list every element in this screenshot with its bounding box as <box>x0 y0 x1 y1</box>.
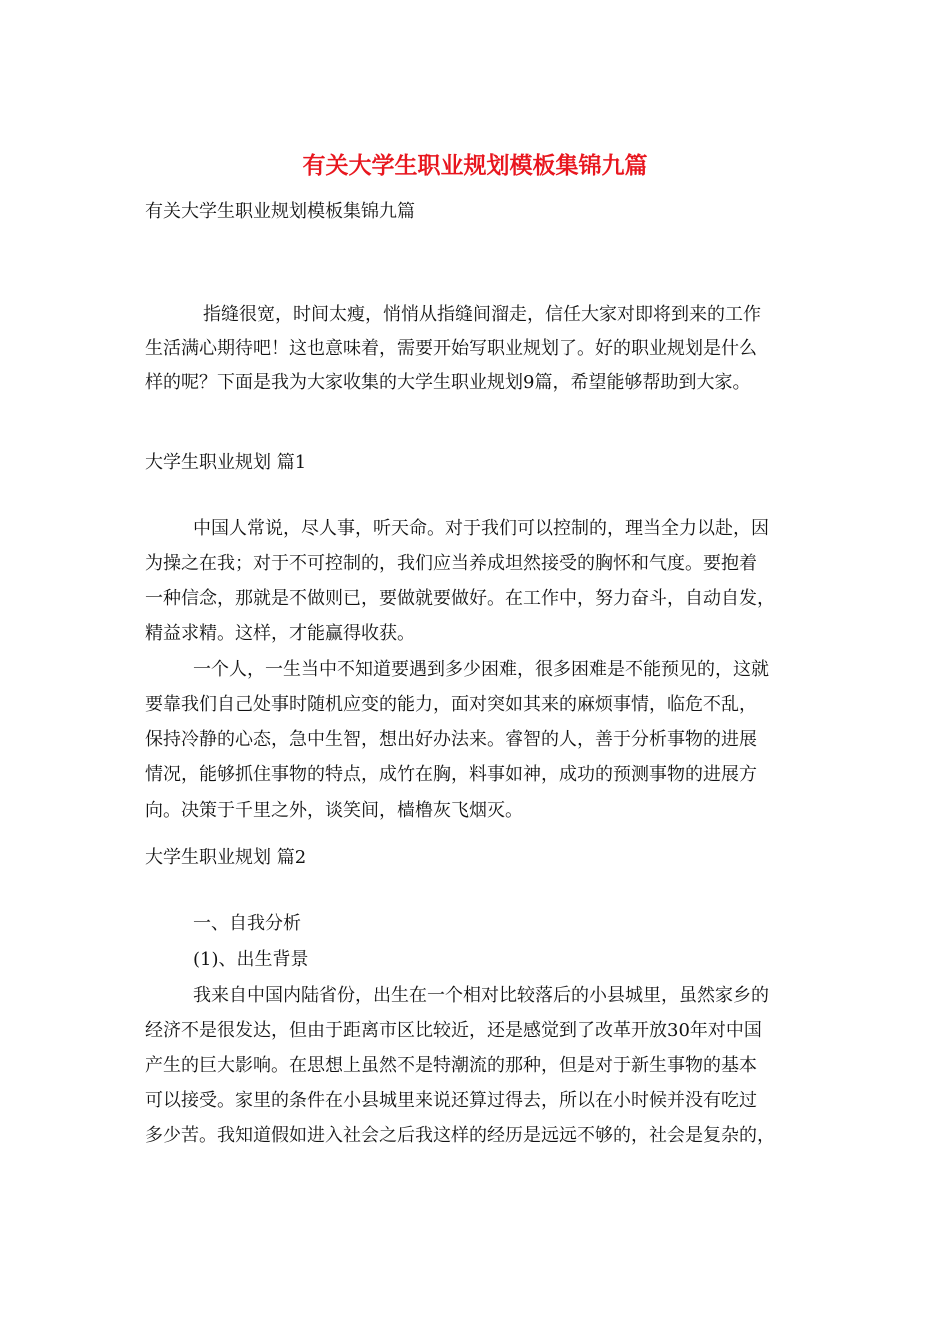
paragraph-line: 产生的巨大影响。在思想上虽然不是特潮流的那种，但是对于新生事物的基本 <box>145 1055 757 1076</box>
paragraph-line: 一个人，一生当中不知道要遇到多少困难，很多困难是不能预见的，这就 <box>193 659 769 680</box>
paragraph-line: 多少苦。我知道假如进入社会之后我这样的经历是远远不够的，社会是复杂的， <box>145 1125 775 1146</box>
paragraph-line: 一种信念，那就是不做则已，要做就要做好。在工作中，努力奋斗，自动自发， <box>145 588 775 609</box>
paragraph-line: 情况，能够抓住事物的特点，成竹在胸，料事如神，成功的预测事物的进展方 <box>145 764 757 785</box>
document-title: 有关大学生职业规划模板集锦九篇 <box>302 153 648 179</box>
intro-line: 生活满心期待吧！这也意味着，需要开始写职业规划了。好的职业规划是什么 <box>145 338 757 359</box>
intro-line: 指缝很宽，时间太瘦，悄悄从指缝间溜走，信任大家对即将到来的工作 <box>203 304 761 325</box>
paragraph-line: 精益求精。这样，才能赢得收获。 <box>145 623 415 644</box>
subheading: (1)、出生背景 <box>193 949 309 970</box>
section-heading: 大学生职业规划 篇2 <box>145 847 307 868</box>
paragraph-line: 保持冷静的心态，急中生智，想出好办法来。睿智的人，善于分析事物的进展 <box>145 729 757 750</box>
paragraph-line: 可以接受。家里的条件在小县城里来说还算过得去，所以在小时候并没有吃过 <box>145 1090 757 1111</box>
paragraph-line: 要靠我们自己处事时随机应变的能力，面对突如其来的麻烦事情，临危不乱， <box>145 694 757 715</box>
document-subtitle: 有关大学生职业规划模板集锦九篇 <box>145 201 415 222</box>
paragraph-line: 经济不是很发达，但由于距离市区比较近，还是感觉到了改革开放30年对中国 <box>145 1020 762 1041</box>
paragraph-line: 我来自中国内陆省份，出生在一个相对比较落后的小县城里，虽然家乡的 <box>193 985 769 1006</box>
intro-line: 样的呢？下面是我为大家收集的大学生职业规划9篇，希望能够帮助到大家。 <box>145 372 751 393</box>
subheading: 一、自我分析 <box>193 913 301 934</box>
section-heading: 大学生职业规划 篇1 <box>145 452 307 473</box>
paragraph-line: 中国人常说，尽人事，听天命。对于我们可以控制的，理当全力以赴，因 <box>193 518 769 539</box>
paragraph-line: 为操之在我；对于不可控制的，我们应当养成坦然接受的胸怀和气度。要抱着 <box>145 553 757 574</box>
paragraph-line: 向。决策于千里之外，谈笑间，樯橹灰飞烟灭。 <box>145 800 523 821</box>
